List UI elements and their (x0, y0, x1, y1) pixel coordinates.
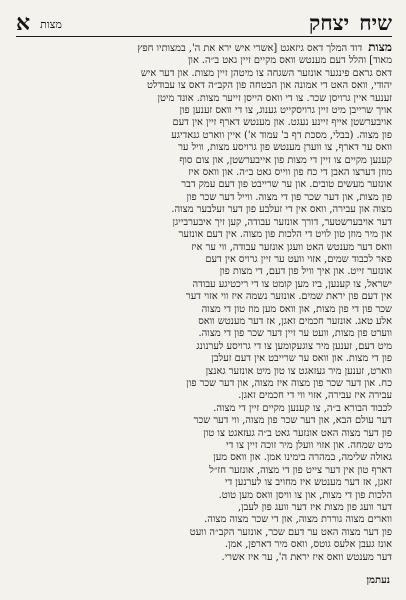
body-line: אויבערשטן אייף זיינע נעגט. און מענטש דארף זיין אין דעם (172, 117, 392, 129)
body-line: הלכות פון די מצות, און צו וויסן וואס מען טוט. (218, 489, 392, 501)
body-line: פון מצוה. (בבלי, מסכת דף ב' עמוד א') איין ווארט גנאדיגע (171, 129, 392, 141)
body-line: ווארט, זענען מיר געזאגט צו טון מיט אונזער גאנצן (205, 365, 392, 377)
body-line: און מיר מוזן טון לויט די הלכות פון מצוה. אין דעם אונזער (178, 229, 392, 241)
body-line: פון מצות, און דער שכר פון די מצוה. ווייל דער שכר פון (186, 191, 392, 203)
body-line: לכבוד הבורא ב״ה, צו קענען מקיים זיין די מצוה. (213, 402, 392, 414)
body-line: דוד המלך דאס גיזאגט [אשרי איש ירא את ה', במצותיו חפץ (137, 43, 363, 54)
body-line: אויך שרייבן מיט זיין גרויסקייט גענוג, צו די וואס זענען פון (179, 105, 392, 117)
body-line: אלע טאג. אונזער חכמים זאגן, אז דער מענטש וואס (198, 315, 392, 327)
body-line: גאולה שלימה, במהרה בימינו אמן. און וואס מען (213, 452, 392, 464)
header-meta-group (16, 12, 62, 34)
body-line: דער עולם הבא, און דער שכר פון מצוה, ווי דער שכר (193, 415, 392, 427)
header-title-group (309, 12, 392, 34)
body-line: קענען מקיים צו זיין די מצות פון אייבערשטן, און צום סוף (179, 154, 392, 166)
body-line: אין דעם פון יראת שמים. אונזער נשמה איז ווי אזוי דער (185, 291, 392, 303)
body-line: אונזער זייט. און איך וויל פון דעם, די מצות פון (219, 266, 392, 278)
page-header (16, 8, 392, 37)
body-line: מיט שמחה. און אזוי וועלן מיר זוכה זיין צו די (226, 440, 392, 451)
body-line: פאר לכבוד שמים, אזוי וועט ער זיין גרויס אין דעם (205, 253, 392, 265)
footer-word: נעתמן (366, 575, 390, 586)
body-line: מיט דעם, זענען מיר צוגעקומען צו די גרויסע לערנונג (196, 340, 392, 352)
body-line: עבירה איז עבירה, אזוי ווי די חכמים זאגן. (238, 390, 392, 402)
header-title-center: יצחק (309, 10, 350, 35)
body-line: פון דער מצוה האט ער דעם שכר, אונזער הקב״ה וועט (189, 526, 392, 538)
body-line: שכר פון די פון מצות, און וואס מען מוז טון די מצוה (201, 303, 392, 315)
body-text (16, 41, 392, 564)
page-letter: א (16, 10, 31, 36)
body-line: דער מענטש וואס איז יראת ה', ער איז אשרי. (221, 551, 392, 563)
body-line: דארף טון אין דער צייט פון די מצוה, אונזער חז״ל (209, 464, 392, 476)
body-line: מצוה און עבירה, וואס אין די זעלבע פון דער זעלבער מצוה. (171, 204, 392, 216)
body-line: זענער איין גרויסן שכר. צו די וואס הייסן זייער מצות. אונד מיטן (157, 92, 392, 104)
body-line: דער וועג פון מצות איז דער וועג פון לעבן, (238, 502, 392, 514)
body-line: ווארים מצוה גוררת מצוה, און די שכר מצוה מצוה. (204, 514, 392, 526)
body-line: פון דער מצוה האט אונזער גאט ב״ה געזאגט צו טון (203, 427, 392, 439)
body-line: זאגן, אז דער מענטש איז מחויב צו לערנען די (224, 477, 392, 489)
header-section: מצות (40, 18, 62, 31)
body-line: יהודי, וואס האט די אמונה און הבטחה פון הקב״ה דאס צו עבודלט (146, 80, 392, 92)
body-line: דאס גראם פינגער אונזער השגחה צו מיטהן זיין מצות. און דער איש (140, 67, 392, 79)
body-line: וואס ער דארף, צו ווערן מענטש פון גרויסע מצות, וויל ער (178, 142, 392, 154)
header-title-right: שיח (359, 10, 392, 35)
body-line: מאוד] והלל דעם מענטש וואס מקיים זיין גאט ב״ה. און (187, 55, 392, 67)
body-line: אונזער מעשים טובים. און ער שרייבט פון דעם עמק דבר (181, 179, 392, 191)
body-line: מוזן דערצו האבן די כח פון ווייס גאט ב״ה. און וואס איז (188, 167, 392, 179)
body-line: ישראל, צו קענען, ביז מען קומט צו די ריכטיגע עבודה (192, 278, 392, 290)
body-line: פון די מצות. און וואס ער שרייבט אין דעם זעלבן (211, 353, 392, 365)
body-line: דער אויבערשטער, דורך אונזער עבודה, קען זיך איבערבייגן (172, 216, 392, 228)
body-line: ווערט פון מצות, וועט ער זיין דער שכר פון די מצוה. (198, 328, 392, 340)
body-line: וואס דער מענטש האט וועגן אונזער עבודה, ווי ער איז (191, 241, 392, 253)
body-line: כח. און דער שכר פון מצוה איז מצוה, און דער שכר פון (186, 377, 392, 389)
lead-word: מצות (368, 40, 392, 54)
body-line: אונז געבן אלעס גוטס, וואס מיר דארפן, אמן. (224, 539, 392, 551)
